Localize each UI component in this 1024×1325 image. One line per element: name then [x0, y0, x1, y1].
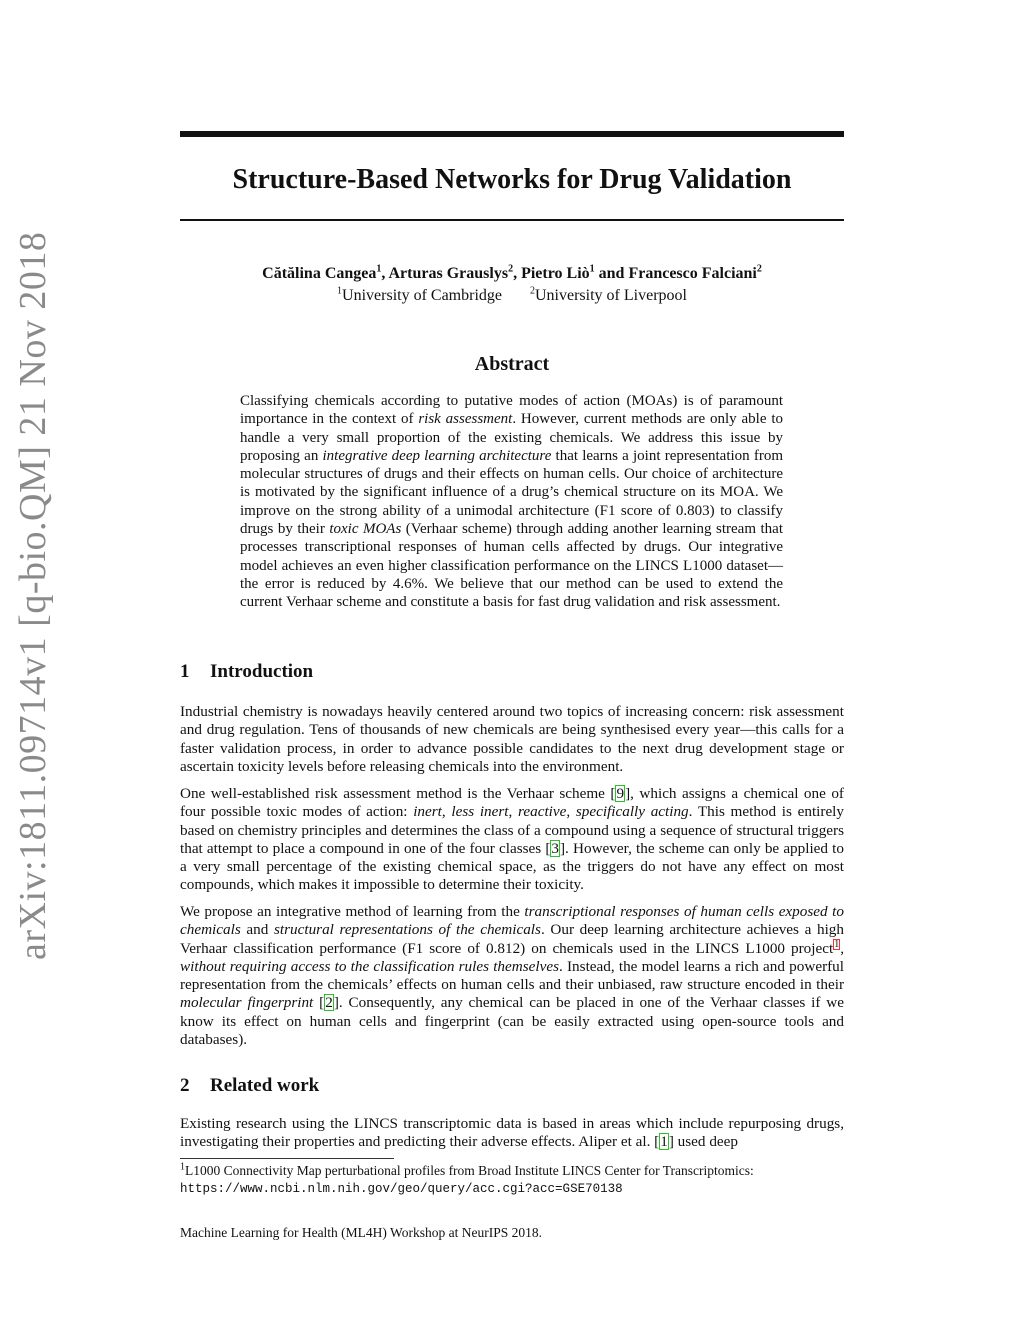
author-separator: , [381, 265, 389, 282]
author-name: Arturas Grauslys [388, 265, 509, 282]
citation-link[interactable]: 1 [660, 1133, 668, 1151]
footnote [180, 1162, 844, 1198]
text-segment: , [508, 803, 519, 821]
paper-title: Structure-Based Networks for Drug Validation [232, 164, 792, 195]
affiliation-mark: 2 [530, 285, 535, 297]
text-emphasis: less inert [451, 803, 509, 821]
text-emphasis: structural representations of the chemicals [273, 921, 541, 939]
text-segment: . Our deep learning architecture achieves a high Verhaar classification performance (F1 score of 0.812) on chemicals used in the LINCS L1000 project [180, 921, 844, 957]
intro-paragraph-2 [180, 785, 844, 895]
arxiv-identifier: arXiv:1811.09714v1 [q-bio.QM] 21 Nov 2018 [12, 231, 54, 960]
affiliation-name: University of Cambridge [342, 287, 502, 304]
title-bottom-rule [180, 219, 844, 221]
text-segment: ] used deep [668, 1133, 738, 1151]
author-names [180, 263, 844, 285]
author-name: Cătălina Cangea [262, 265, 377, 282]
section-heading-introduction [180, 659, 313, 685]
text-emphasis: specifically acting [575, 803, 689, 821]
text-segment: ]. However, the scheme can only be applied to a very small percentage of the existing chemical space, as the triggers do not have any effect on most compounds, which makes it impossible to determine their toxicity. [180, 839, 844, 894]
text-segment: One well-established risk assessment method is the Verhaar scheme [ [180, 785, 616, 802]
text-emphasis: reactive [518, 803, 567, 821]
affiliation [337, 287, 502, 304]
text-segment: Existing research using the LINCS transcriptomic data is based in areas which include repurposing drugs, investigating their properties and predicting their adverse effects. Aliper et al. [ [180, 1115, 844, 1151]
venue-note: Machine Learning for Health (ML4H) Workshop at NeurIPS 2018. [180, 1225, 542, 1240]
abstract-text [240, 392, 783, 612]
author-separator: and [594, 265, 629, 282]
intro-paragraph-1: Industrial chemistry is nowadays heavily centered around two topics of increasing concern: risk assessment and drug regulation. Tens of thousands of new chemicals are being synthesised every year—this calls for a faster validation process, in order to advance possible candidates to the next drug development stage or ascertain toxicity levels before releasing chemicals into the environment. [180, 703, 844, 775]
abstract-segment: that learns a joint representation from molecular structures of drugs and their effects on human cells. Our choice of architecture is motivated by the significant influence of a drug’s chemical structure on its MOA. We improve on the strong ability of a unimodal architecture (F1 score of 0.803) to classify drugs by their [240, 447, 783, 538]
section-title: Introduction [210, 661, 314, 682]
affiliation-mark: 2 [756, 263, 762, 275]
author-block [180, 263, 844, 307]
abstract-emphasis: integrative deep learning architecture [322, 447, 552, 464]
title-top-rule [180, 131, 844, 137]
text-segment: , [566, 803, 576, 821]
footnote-url[interactable]: https://www.ncbi.nlm.nih.gov/geo/query/acc.cgi?acc=GSE70138 [180, 1182, 623, 1196]
affiliation [530, 287, 687, 304]
text-segment: and [240, 921, 274, 939]
footnote-text: L1000 Connectivity Map perturbational profiles from Broad Institute LINCS Center for Transcriptomics: [185, 1163, 754, 1178]
text-segment: We propose an integrative method of learning from the [180, 903, 525, 920]
affiliation-mark: 2 [508, 263, 514, 275]
footnote-mark: 1 [180, 1161, 185, 1173]
author-name: Francesco Falciani [628, 265, 757, 282]
related-paragraph-1 [180, 1115, 844, 1152]
section-number: 2 [180, 1075, 190, 1096]
author-separator: , [513, 265, 522, 282]
footnote-link[interactable]: 1 [834, 938, 840, 950]
section-heading-related-work [180, 1073, 319, 1099]
text-segment: [ [313, 994, 325, 1012]
text-segment: . This method is entirely based on chemistry principles and determines the class of a compound using a sequence of structural triggers that attempt to place a compound in one of the four classes [ [180, 803, 844, 857]
intro-paragraph-3 [180, 903, 844, 1049]
abstract-emphasis: risk assessment [418, 411, 513, 428]
author-name: Pietro Liò [521, 265, 590, 282]
text-emphasis: inert [413, 803, 442, 821]
text-emphasis: without requiring access to the classification rules themselves [180, 957, 559, 975]
citation-link[interactable]: 2 [325, 994, 333, 1012]
text-segment: , [441, 803, 452, 821]
text-emphasis: molecular fingerprint [180, 994, 314, 1012]
text-segment: . Instead, the model learns a rich and powerful representation from the chemicals’ effects on human cells and their unbiased, raw structure encoded in their [180, 957, 844, 994]
section-title: Related work [210, 1075, 320, 1096]
section-number: 1 [180, 661, 190, 682]
citation-link[interactable]: 9 [616, 785, 625, 802]
affiliation-name: University of Liverpool [535, 287, 687, 304]
abstract-segment: Classifying chemicals according to putative modes of action (MOAs) is of paramount importance in the context of [240, 393, 783, 428]
footnote-rule [180, 1158, 394, 1159]
text-segment: ]. Consequently, any chemical can be placed in one of the Verhaar classes if we know its effect on human cells and fingerprint (can be easily extracted using open-source tools and databases). [180, 994, 845, 1049]
affiliation-mark: 1 [589, 263, 595, 275]
citation-link[interactable]: 3 [551, 839, 559, 857]
abstract-segment: . However, current methods are only able to handle a very small proportion of the existing chemicals. We address this issue by proposing an [240, 411, 784, 464]
abstract-heading: Abstract [474, 353, 550, 375]
text-segment: , [840, 939, 844, 957]
abstract-segment: (Verhaar scheme) through adding another learning stream that processes transcriptional responses of human cells affected by drugs. Our integrative model achieves an even higher classification performance on the LINCS L1000 dataset—the error is reduced by 4.6%. We believe that our method can be used to extend the current Verhaar scheme and constitute a basis for fast drug validation and risk assessment. [240, 521, 783, 611]
text-emphasis: transcriptional responses of human cells exposed to chemicals [180, 903, 844, 939]
text-segment: ], which assigns a chemical one of four possible toxic modes of action: [180, 785, 844, 821]
abstract-emphasis: toxic MOAs [329, 521, 402, 538]
affiliation-mark: 1 [337, 285, 343, 297]
affiliations [180, 285, 844, 307]
affiliation-mark: 1 [376, 263, 382, 275]
